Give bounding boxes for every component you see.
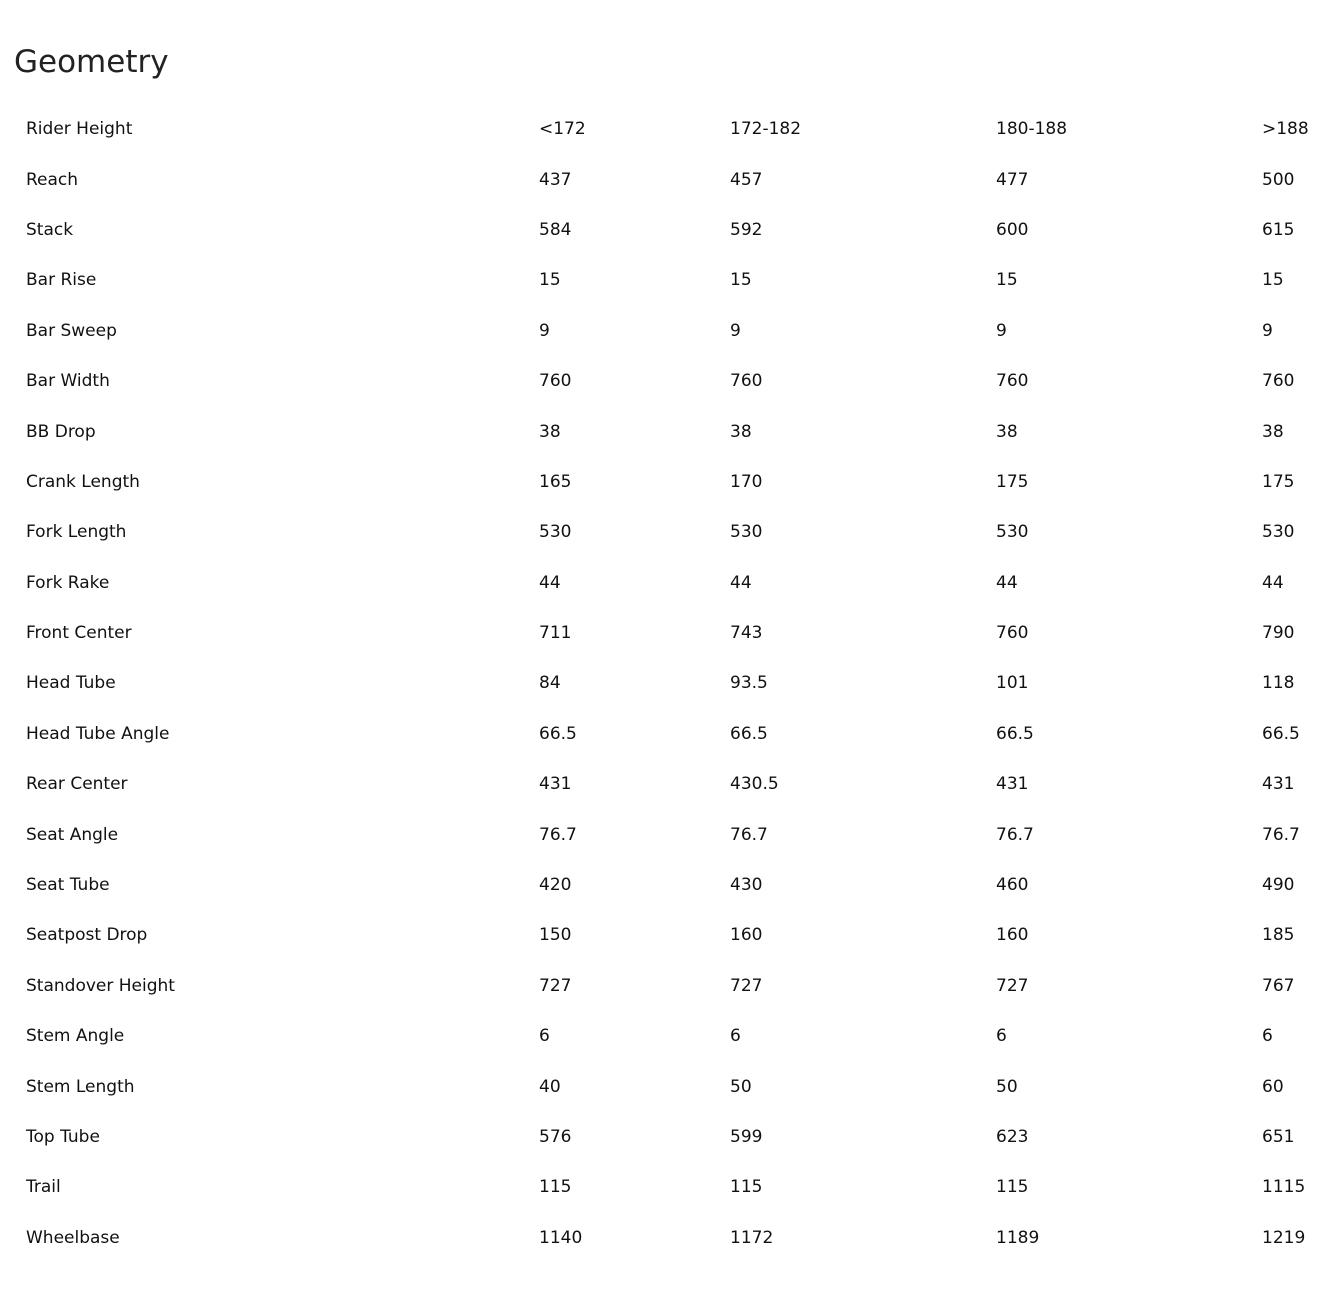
- row-label: Stem Length: [26, 1076, 135, 1097]
- row-label: Stack: [26, 219, 74, 240]
- row-label: Bar Sweep: [26, 320, 117, 341]
- table-cell: 101: [996, 673, 1029, 694]
- table-cell: 76.7: [1262, 824, 1300, 845]
- table-cell: 727: [996, 975, 1029, 996]
- row-label: Stem Angle: [26, 1026, 125, 1047]
- table-cell: 431: [539, 774, 572, 795]
- table-cell: 66.5: [1262, 723, 1300, 744]
- table-cell: 160: [996, 925, 1029, 946]
- page-title: Geometry: [14, 44, 169, 80]
- table-cell: 615: [1262, 219, 1295, 240]
- table-cell: 76.7: [730, 824, 768, 845]
- table-cell: 727: [730, 975, 763, 996]
- table-row: [0, 759, 1326, 809]
- table-row: [0, 306, 1326, 356]
- row-label: Bar Rise: [26, 270, 97, 291]
- table-cell: 790: [1262, 623, 1295, 644]
- row-label: Bar Width: [26, 371, 110, 392]
- table-row: [0, 961, 1326, 1011]
- table-cell: 44: [730, 572, 752, 593]
- table-cell: 172-182: [730, 119, 802, 140]
- table-cell: 165: [539, 471, 572, 492]
- geometry-table: [0, 104, 1326, 1263]
- row-label: Front Center: [26, 623, 132, 644]
- table-cell: >188: [1262, 119, 1309, 140]
- table-cell: 185: [1262, 925, 1295, 946]
- table-cell: 6: [539, 1026, 550, 1047]
- table-cell: 44: [996, 572, 1018, 593]
- table-cell: 60: [1262, 1076, 1284, 1097]
- table-cell: 760: [1262, 371, 1295, 392]
- table-cell: 431: [996, 774, 1029, 795]
- table-row: [0, 356, 1326, 406]
- table-cell: 743: [730, 623, 763, 644]
- table-cell: 118: [1262, 673, 1295, 694]
- table-cell: 76.7: [539, 824, 577, 845]
- table-row: [0, 1112, 1326, 1162]
- table-row: [0, 658, 1326, 708]
- table-cell: 1140: [539, 1227, 583, 1248]
- table-cell: 437: [539, 169, 572, 190]
- row-label: Head Tube Angle: [26, 723, 170, 744]
- table-cell: 44: [1262, 572, 1284, 593]
- row-label: Seatpost Drop: [26, 925, 148, 946]
- table-cell: 592: [730, 219, 763, 240]
- table-cell: 711: [539, 623, 572, 644]
- table-cell: 15: [539, 270, 561, 291]
- table-cell: 170: [730, 471, 763, 492]
- table-cell: 500: [1262, 169, 1295, 190]
- table-cell: 40: [539, 1076, 561, 1097]
- table-cell: 9: [730, 320, 741, 341]
- table-cell: 6: [730, 1026, 741, 1047]
- table-cell: 460: [996, 875, 1029, 896]
- table-cell: 160: [730, 925, 763, 946]
- table-row: [0, 457, 1326, 507]
- table-cell: 760: [539, 371, 572, 392]
- row-label: Seat Angle: [26, 824, 119, 845]
- table-cell: 490: [1262, 875, 1295, 896]
- table-row: [0, 608, 1326, 658]
- table-cell: 15: [1262, 270, 1284, 291]
- row-label: Reach: [26, 169, 79, 190]
- table-cell: 76.7: [996, 824, 1034, 845]
- table-cell: 15: [730, 270, 752, 291]
- table-row: [0, 558, 1326, 608]
- table-cell: 760: [730, 371, 763, 392]
- table-cell: 576: [539, 1127, 572, 1147]
- table-cell: 175: [1262, 471, 1295, 492]
- table-cell: 180-188: [996, 119, 1068, 140]
- table-row: [0, 709, 1326, 759]
- table-cell: 727: [539, 975, 572, 996]
- table-cell: 6: [1262, 1026, 1273, 1047]
- table-cell: 1219: [1262, 1227, 1306, 1248]
- table-cell: 530: [1262, 522, 1295, 543]
- table-cell: 1172: [730, 1227, 774, 1248]
- table-row: [0, 154, 1326, 204]
- table-cell: 623: [996, 1127, 1029, 1147]
- table-row: [0, 104, 1326, 154]
- table-cell: 66.5: [539, 723, 577, 744]
- table-cell: 44: [539, 572, 561, 593]
- table-cell: 38: [996, 421, 1018, 442]
- table-cell: <172: [539, 119, 586, 140]
- table-row: [0, 1213, 1326, 1263]
- table-cell: 115: [996, 1177, 1029, 1198]
- table-row: [0, 1061, 1326, 1111]
- table-cell: 1189: [996, 1227, 1040, 1248]
- table-cell: 9: [1262, 320, 1273, 341]
- table-row: [0, 507, 1326, 557]
- table-cell: 84: [539, 673, 561, 694]
- table-cell: 9: [539, 320, 550, 341]
- row-label: Rider Height: [26, 119, 133, 140]
- table-cell: 38: [730, 421, 752, 442]
- table-cell: 457: [730, 169, 763, 190]
- table-cell: 760: [996, 371, 1029, 392]
- row-label: Head Tube: [26, 673, 116, 694]
- row-label: Top Tube: [26, 1127, 100, 1147]
- table-cell: 50: [730, 1076, 752, 1097]
- row-label: Rear Center: [26, 774, 128, 795]
- table-cell: 760: [996, 623, 1029, 644]
- table-cell: 430.5: [730, 774, 779, 795]
- row-label: Wheelbase: [26, 1227, 120, 1248]
- table-cell: 66.5: [730, 723, 768, 744]
- row-label: Standover Height: [26, 975, 175, 996]
- row-label: Seat Tube: [26, 875, 110, 896]
- table-cell: 651: [1262, 1127, 1295, 1147]
- table-cell: 15: [996, 270, 1018, 291]
- table-cell: 600: [996, 219, 1029, 240]
- table-row: [0, 1162, 1326, 1212]
- table-cell: 175: [996, 471, 1029, 492]
- table-cell: 1115: [1262, 1177, 1306, 1198]
- table-cell: 584: [539, 219, 572, 240]
- table-cell: 430: [730, 875, 763, 896]
- table-cell: 115: [730, 1177, 763, 1198]
- table-row: [0, 255, 1326, 305]
- table-cell: 477: [996, 169, 1029, 190]
- row-label: Trail: [26, 1177, 61, 1198]
- table-cell: 115: [539, 1177, 572, 1198]
- table-cell: 38: [1262, 421, 1284, 442]
- table-cell: 530: [539, 522, 572, 543]
- table-row: [0, 910, 1326, 960]
- geometry-table-body: [0, 104, 1326, 1263]
- table-cell: 93.5: [730, 673, 768, 694]
- table-row: [0, 809, 1326, 859]
- table-row: [0, 205, 1326, 255]
- table-cell: 66.5: [996, 723, 1034, 744]
- table-cell: 530: [996, 522, 1029, 543]
- row-label: Fork Rake: [26, 572, 110, 593]
- table-cell: 420: [539, 875, 572, 896]
- table-row: [0, 1011, 1326, 1061]
- table-cell: 38: [539, 421, 561, 442]
- table-cell: 150: [539, 925, 572, 946]
- table-cell: 9: [996, 320, 1007, 341]
- row-label: Fork Length: [26, 522, 127, 543]
- table-row: [0, 406, 1326, 456]
- row-label: BB Drop: [26, 421, 96, 442]
- table-cell: 50: [996, 1076, 1018, 1097]
- table-cell: 530: [730, 522, 763, 543]
- row-label: Crank Length: [26, 471, 140, 492]
- table-cell: 599: [730, 1127, 763, 1147]
- table-row: [0, 860, 1326, 910]
- table-cell: 431: [1262, 774, 1295, 795]
- table-cell: 767: [1262, 975, 1295, 996]
- table-cell: 6: [996, 1026, 1007, 1047]
